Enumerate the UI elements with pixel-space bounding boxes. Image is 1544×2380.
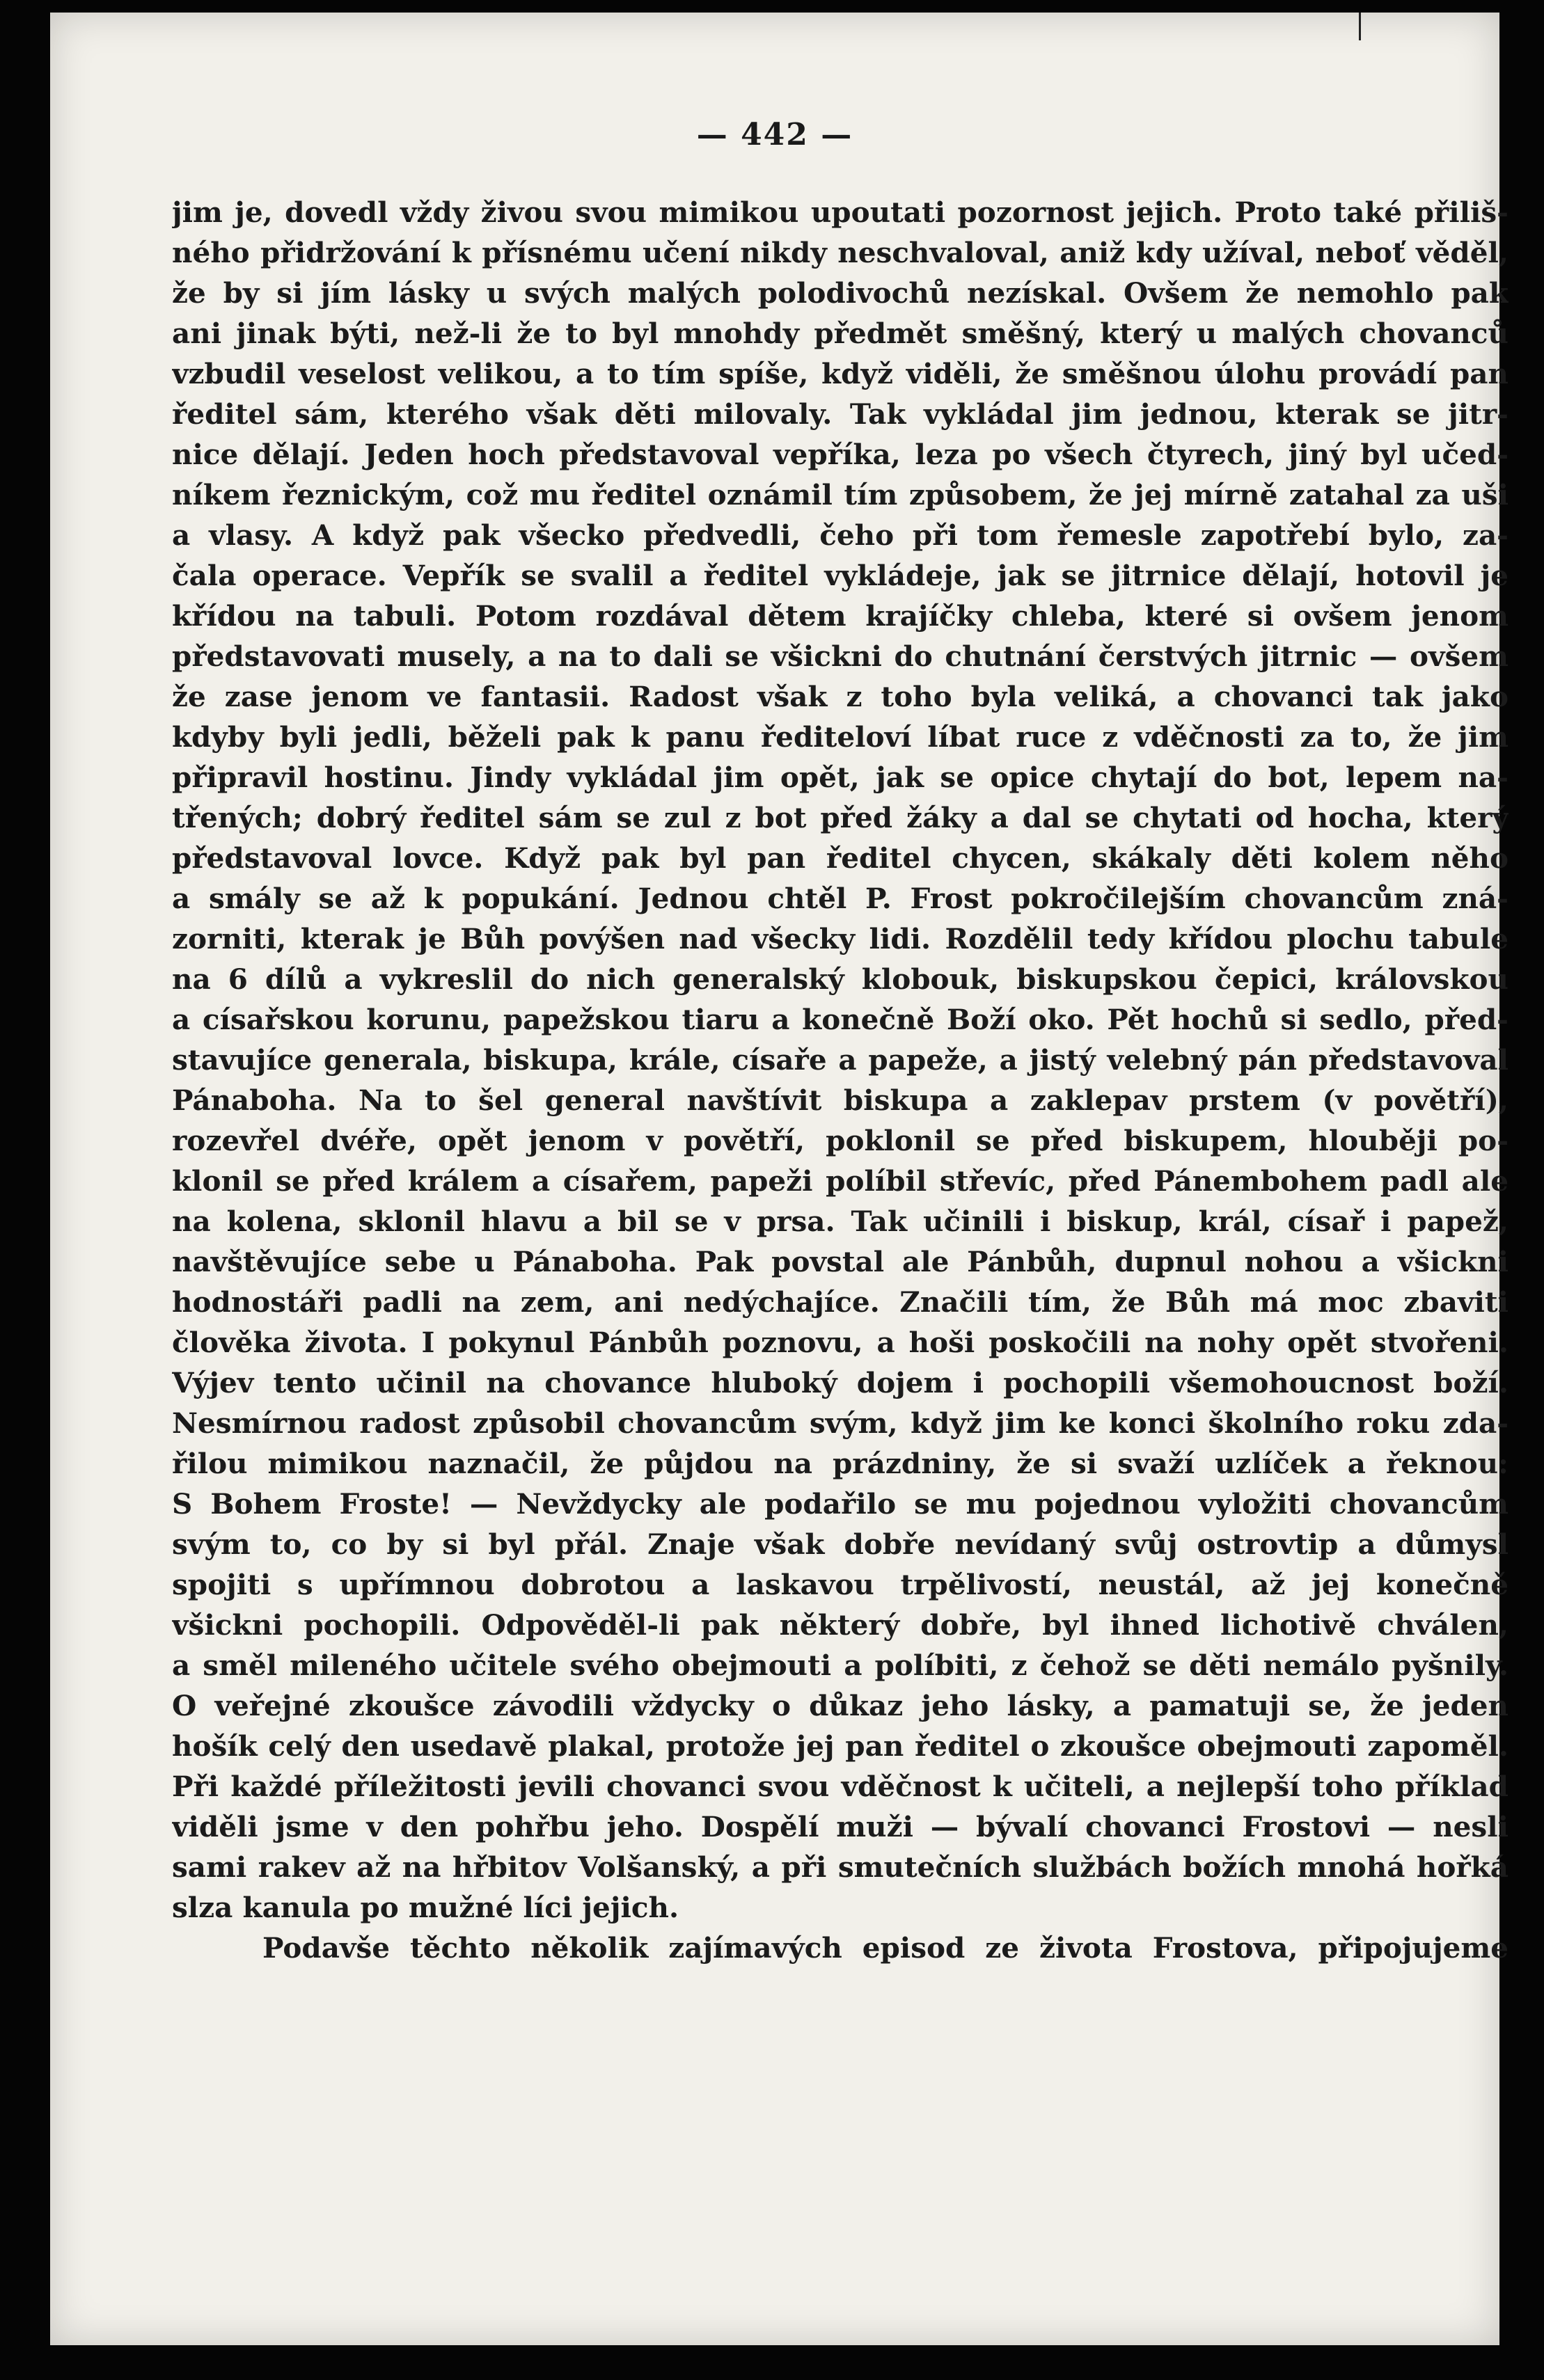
page-number: — 442 — xyxy=(696,117,853,152)
text-line: hošík celý den usedavě plakal, protože jej pan ředitel o zkoušce obejmouti zapoměl. xyxy=(172,1729,1508,1763)
text-line: spojiti s upřímnou dobrotou a laskavou trpělivostí, neustál, až jej konečně xyxy=(172,1568,1508,1601)
text-line: připravil hostinu. Jindy vykládal jim opět, jak se opice chytají do bot, lepem na- xyxy=(172,761,1508,794)
text-line: slza kanula po mužné líci jejich. xyxy=(172,1891,679,1924)
text-line: jim je, dovedl vždy živou svou mimikou upoutati pozornost jejich. Proto také přiliš- xyxy=(172,196,1508,229)
text-line: představoval lovce. Když pak byl pan ředitel chycen, skákaly děti kolem něho xyxy=(172,841,1508,875)
text-line: že by si jím lásky u svých malých polodivochů nezískal. Ovšem že nemohlo pak xyxy=(172,276,1508,310)
text-line: a smály se až k popukání. Jednou chtěl P. Frost pokročilejším chovancům zná- xyxy=(172,882,1508,915)
text-line: představovati musely, a na to dali se všickni do chutnání čerstvých jitrnic — ovšem xyxy=(172,640,1508,673)
text-line: nice dělají. Jeden hoch představoval vepříka, leza po všech čtyrech, jiný byl učed- xyxy=(172,438,1508,471)
text-line: křídou na tabuli. Potom rozdával dětem krajíčky chleba, které si ovšem jenom xyxy=(172,599,1508,633)
text-line: rozevřel dvéře, opět jenom v povětří, poklonil se před biskupem, hlouběji po- xyxy=(172,1124,1508,1157)
text-line: ného přidržování k přísnému učení nikdy neschvaloval, aniž kdy užíval, neboť věděl, xyxy=(172,236,1508,269)
text-line: zorniti, kterak je Bůh povýšen nad všecky lidi. Rozdělil tedy křídou plochu tabule xyxy=(172,922,1508,955)
page-edge-mark xyxy=(1359,13,1361,40)
text-line: všickni pochopili. Odpověděl-li pak některý dobře, byl ihned lichotivě chválen, xyxy=(172,1608,1508,1642)
text-line: Výjev tento učinil na chovance hluboký dojem i pochopili všemohoucnost boží. xyxy=(172,1366,1508,1399)
text-line: že zase jenom ve fantasii. Radost však z toho byla veliká, a chovanci tak jako xyxy=(172,680,1508,713)
book-page xyxy=(50,13,1508,2345)
text-line: Při každé příležitosti jevili chovanci svou vděčnost k učiteli, a nejlepší toho příklad xyxy=(172,1770,1508,1803)
text-line: O veřejné zkoušce závodili vždycky o důkaz jeho lásky, a pamatuji se, že jeden xyxy=(172,1689,1508,1722)
text-line: Pánaboha. Na to šel general navštívit biskupa a zaklepav prstem (v povětří), xyxy=(172,1084,1508,1117)
page-body-text xyxy=(172,192,1508,1968)
text-line: na kolena, sklonil hlavu a bil se v prsa. Tak učinili i biskup, král, císař i papež, xyxy=(172,1205,1508,1238)
text-line: níkem řeznickým, což mu ředitel oznámil tím způsobem, že jej mírně zatahal za uši xyxy=(172,478,1508,511)
text-line: člověka života. I pokynul Pánbůh poznovu, a hoši poskočili na nohy opět stvořeni. xyxy=(172,1326,1508,1359)
text-line: stavujíce generala, biskupa, krále, císaře a papeže, a jistý velebný pán představoval xyxy=(172,1043,1508,1077)
text-line: Nesmírnou radost způsobil chovancům svým, když jim ke konci školního roku zda- xyxy=(172,1406,1508,1440)
text-line: a císařskou korunu, papežskou tiaru a konečně Boží oko. Pět hochů si sedlo, před- xyxy=(172,1003,1508,1036)
text-line: klonil se před králem a císařem, papeži políbil střevíc, před Pánembohem padl ale xyxy=(172,1164,1508,1198)
text-line: sami rakev až na hřbitov Volšanský, a při smutečních službách božích mnohá hořká xyxy=(172,1850,1508,1884)
text-line: navštěvujíce sebe u Pánaboha. Pak povstal ale Pánbůh, dupnul nohou a všickni xyxy=(172,1245,1508,1278)
text-line: svým to, co by si byl přál. Znaje však dobře nevídaný svůj ostrovtip a důmysl xyxy=(172,1528,1508,1561)
text-line: S Bohem Froste! — Nevždycky ale podařilo se mu pojednou vyložiti chovancům xyxy=(172,1487,1508,1521)
text-line: Podavše těchto několik zajímavých episod ze života Frostova, připojujeme xyxy=(262,1931,1508,1965)
text-line: ředitel sám, kterého však děti milovaly. Tak vykládal jim jednou, kterak se jitr- xyxy=(172,397,1508,431)
text-line: čala operace. Vepřík se svalil a ředitel vykládeje, jak se jitrnice dělají, hotovil je xyxy=(172,559,1508,592)
text-line: vzbudil veselost velikou, a to tím spíše, když viděli, že směšnou úlohu provádí pan xyxy=(172,357,1508,390)
text-line: viděli jsme v den pohřbu jeho. Dospělí muži — bývalí chovanci Frostovi — nesli xyxy=(172,1810,1508,1843)
text-line: na 6 dílů a vykreslil do nich generalský klobouk, biskupskou čepici, královskou xyxy=(172,962,1508,996)
text-line: kdyby byli jedli, běželi pak k panu řediteloví líbat ruce z vděčnosti za to, že jim xyxy=(172,720,1508,754)
text-line: ani jinak býti, než-li že to byl mnohdy předmět směšný, který u malých chovanců xyxy=(172,317,1508,350)
text-line: třených; dobrý ředitel sám se zul z bot před žáky a dal se chytati od hocha, který xyxy=(172,801,1508,834)
text-line: řilou mimikou naznačil, že půjdou na prázdniny, že si svaží uzlíček a řeknou: xyxy=(172,1447,1508,1480)
text-line: hodnostáři padli na zem, ani nedýchajíce. Značili tím, že Bůh má moc zbaviti xyxy=(172,1285,1508,1319)
text-line: a vlasy. A když pak všecko předvedli, čeho při tom řemesle zapotřebí bylo, za- xyxy=(172,518,1508,552)
text-line: a směl mileného učitele svého obejmouti a políbiti, z čehož se děti nemálo pyšnily. xyxy=(172,1649,1508,1682)
